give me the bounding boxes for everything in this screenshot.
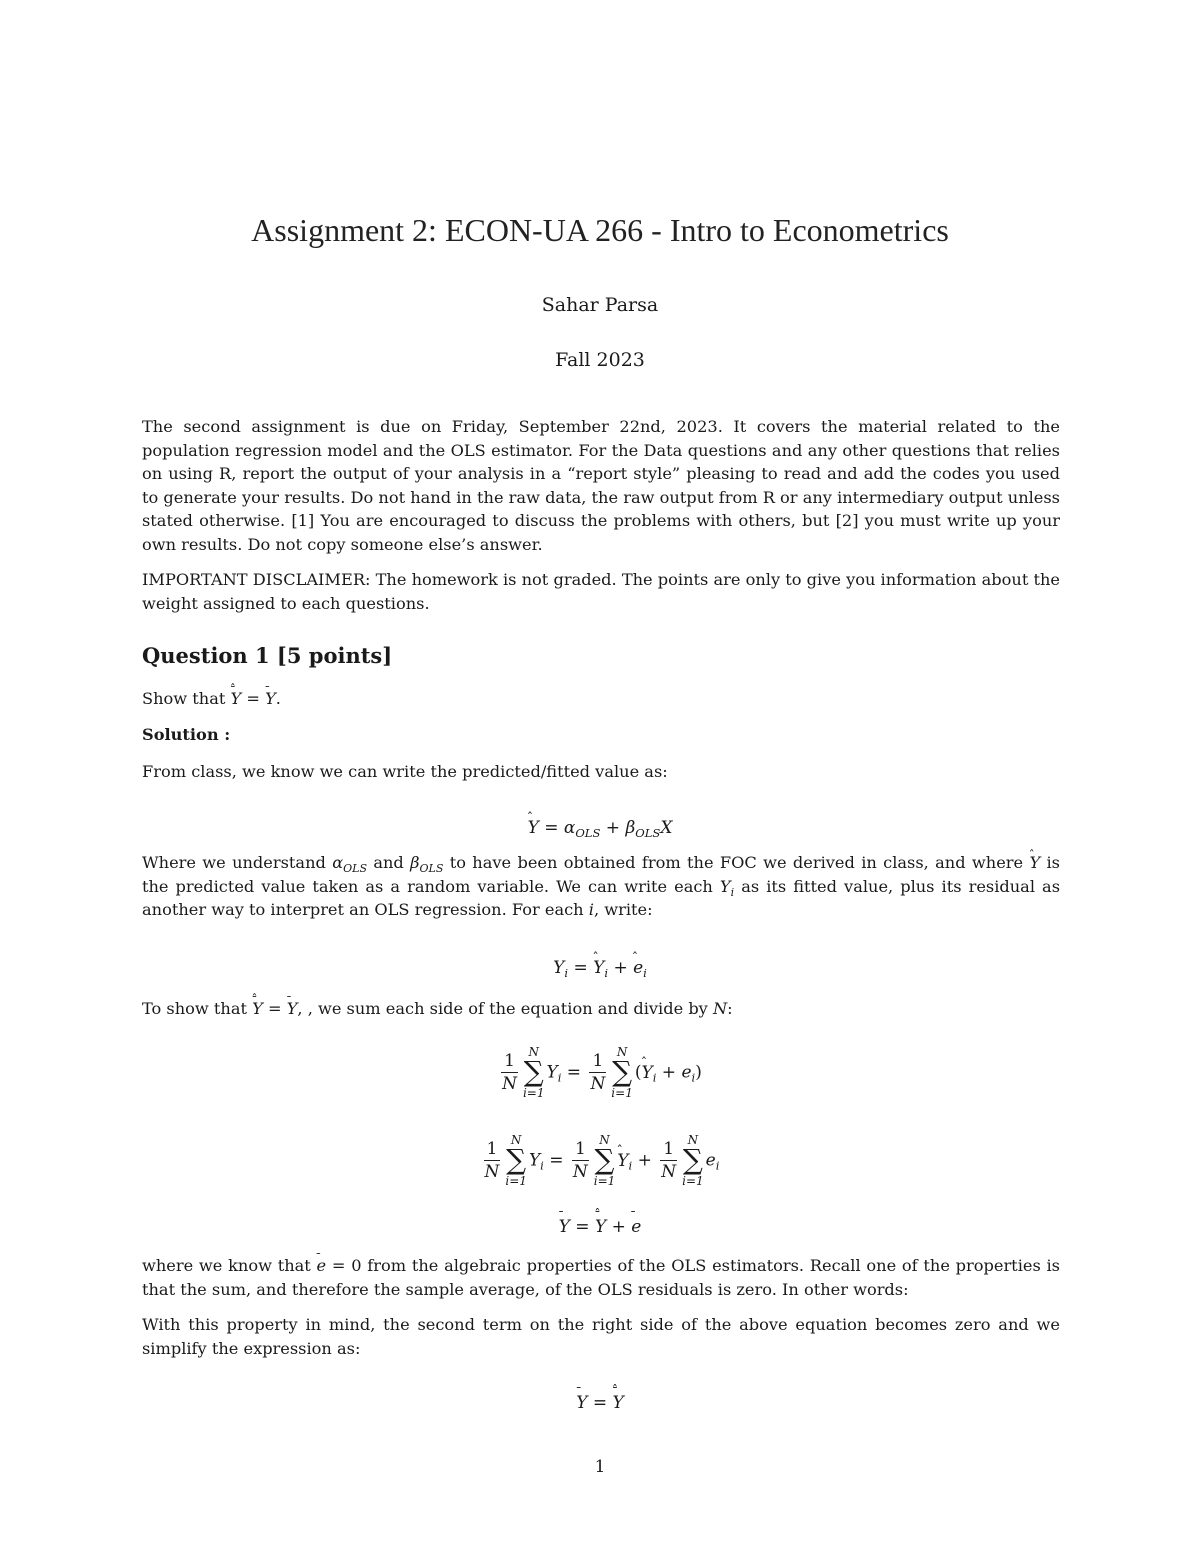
prompt-text: Show that bbox=[142, 689, 226, 708]
equation-sum-2: $\frac{1}{N}$ N ∑ i=1 $Y_i$ = $\frac{1}{N}$ N ∑ i=1 Y $_i$ + $\frac{1}{N}$ N ∑ i=1 $e_i$ bbox=[484, 1133, 720, 1188]
disclaimer-paragraph: IMPORTANT DISCLAIMER: The homework is not graded. The points are only to give you information about the weight assigned to each questions. bbox=[142, 570, 1060, 613]
solution-paragraph-2: Where we understand $\alpha_{OLS}$ and $\beta_{OLS}$ to have been obtained from the FOC we derived in class, and where Y is the predicted value taken as a random variable. We can write each $Y_i$ as its fitted value, plus its residual as another way to interpret an OLS regression. For each i, write: bbox=[142, 853, 1061, 920]
solution-paragraph-5: With this property in mind, the second term on the right side of the above equation becomes zero and we simplify the expression as: bbox=[142, 1315, 1060, 1358]
equation-means: Y = Y + e bbox=[558, 1217, 642, 1237]
equation-decomposition: $Y_i = Y$ $_i$ + e $_i$ bbox=[553, 958, 647, 981]
equation-fitted-value: Y = $\alpha_{OLS} + \beta_{OLS}X$ bbox=[527, 818, 673, 841]
page-number: 1 bbox=[594, 1457, 606, 1477]
question-1-heading: Question 1 [5 points] bbox=[142, 643, 393, 668]
page-title: Assignment 2: ECON-UA 266 - Intro to Econometrics bbox=[251, 212, 949, 248]
equation-result: Y = Y bbox=[576, 1393, 624, 1413]
solution-label: Solution : bbox=[142, 725, 231, 744]
intro-paragraph: The second assignment is due on Friday, September 22nd, 2023. It covers the material related to the population regression model and the OLS estimator. For the Data questions and any other questions that relies on using R, report the output of your analysis in a “report style” pleasing to read and add the codes you used to generate your results. Do not hand in the raw data, the raw output from R or any intermediary output unless stated otherwise. [1] You are encouraged to discuss the problems with others, but [2] you must write up your own results. Do not copy someone else’s answer. bbox=[142, 417, 1060, 554]
equation-sum-1: $\frac{1}{N}$ N ∑ i=1 $Y_i$ = $\frac{1}{N}$ N ∑ i=1 (Y $_i + e_i$) bbox=[502, 1045, 702, 1100]
date: Fall 2023 bbox=[555, 349, 645, 371]
question-1-prompt bbox=[142, 687, 1060, 711]
solution-paragraph-4: where we know that e = 0 from the algebraic properties of the OLS estimators. Recall one of the properties is that the sum, and therefore the sample average, of the OLS residuals is zero. In other words: bbox=[142, 1256, 1060, 1299]
solution-paragraph-1: From class, we know we can write the predicted/fitted value as: bbox=[142, 762, 668, 781]
solution-paragraph-3: To show that Y = Y , , we sum each side of the equation and divide by N: bbox=[142, 999, 733, 1018]
prompt-math: Y = Y . bbox=[230, 689, 281, 708]
author: Sahar Parsa bbox=[541, 294, 659, 316]
